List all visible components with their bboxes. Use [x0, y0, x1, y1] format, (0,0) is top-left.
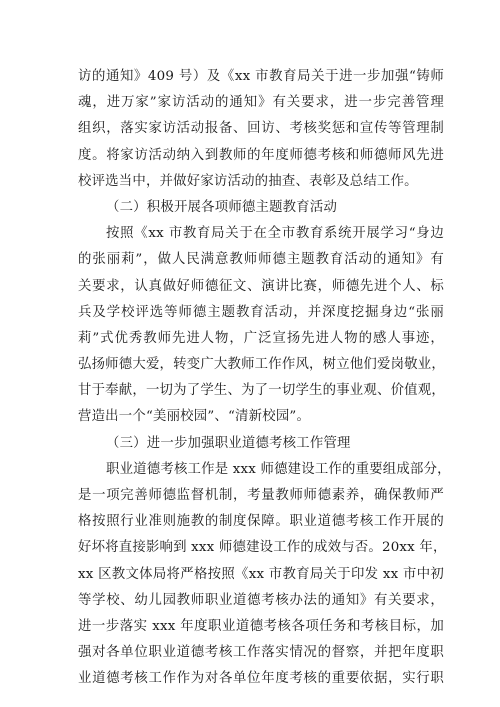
- text-line: 魂，进万家”家访活动的通知》有关要求，进一步完善管理: [78, 95, 444, 111]
- text-line: 等学校、幼儿园教师职业道德考核办法的通知》有关要求，: [78, 592, 444, 608]
- text-line: 组织，落实家访活动报备、回访、考核奖惩和宣传等管理制: [78, 121, 444, 137]
- text-line: 关要求，认真做好师德征文、演讲比赛，师德先进个人、标: [78, 278, 444, 294]
- text-line: 校评选当中，并做好家访活动的抽查、表彰及总结工作。: [78, 173, 418, 189]
- text-line: 度。将家访活动纳入到教师的年度师德考核和师德师风先进: [78, 147, 444, 163]
- text-line: 访的通知》409 号）及《xx 市教育局关于进一步加强“铸师: [78, 69, 444, 84]
- text-line: 是一项完善师德监督机制，考量教师师德素养，确保教师严: [78, 488, 444, 503]
- text-line: 强对各单位职业道德考核工作落实情况的督察，并把年度职: [78, 645, 444, 661]
- paragraph-home-visit-management: [78, 64, 444, 195]
- text-line: 兵及学校评选等师德主题教育活动，并深度挖掘身边“张丽: [78, 304, 444, 320]
- text-line: 进一步落实 xxx 年度职业道德考核各项任务和考核目标，加: [78, 618, 444, 634]
- text-line: xx 区教文体局将严格按照《xx 市教育局关于印发 xx 市中初: [78, 566, 444, 582]
- text-line: 营造出一个“美丽校园”、“清新校园”。: [78, 409, 311, 425]
- text-line: 甘于奉献，一切为了学生、为了一切学生的事业观、价值观，: [78, 383, 445, 399]
- section-heading-2: （二）积极开展各项师德主题教育活动: [106, 199, 338, 215]
- text-line: 格按照行业准则施教的制度保障。职业道德考核工作开展的: [78, 514, 444, 530]
- text-line: 职业道德考核工作是 xxx 师德建设工作的重要组成部分，: [106, 461, 451, 477]
- text-line: 莉”式优秀教师先进人物，广泛宣扬先进人物的感人事迹，: [78, 330, 444, 346]
- paragraph-ethics-theme-activities: [78, 221, 444, 431]
- text-line: 按照《xx 市教育局关于在全市教育系统开展学习“身边: [106, 226, 444, 242]
- text-line: 的张丽莉”，做人民满意教师师德主题教育活动的通知》有: [78, 252, 444, 268]
- text-line: 业道德考核工作作为对各单位年度考核的重要依据，实行职: [78, 671, 444, 687]
- paragraph-professional-ethics-assessment: [78, 457, 451, 693]
- text-line: 弘扬师德大爱，转变广大教师工作作风，树立他们爱岗敬业，: [78, 357, 445, 373]
- section-heading-3: （三）进一步加强职业道德考核工作管理: [106, 435, 351, 451]
- text-line: 好坏将直接影响到 xxx 师德建设工作的成效与否。20xx 年，: [78, 540, 447, 556]
